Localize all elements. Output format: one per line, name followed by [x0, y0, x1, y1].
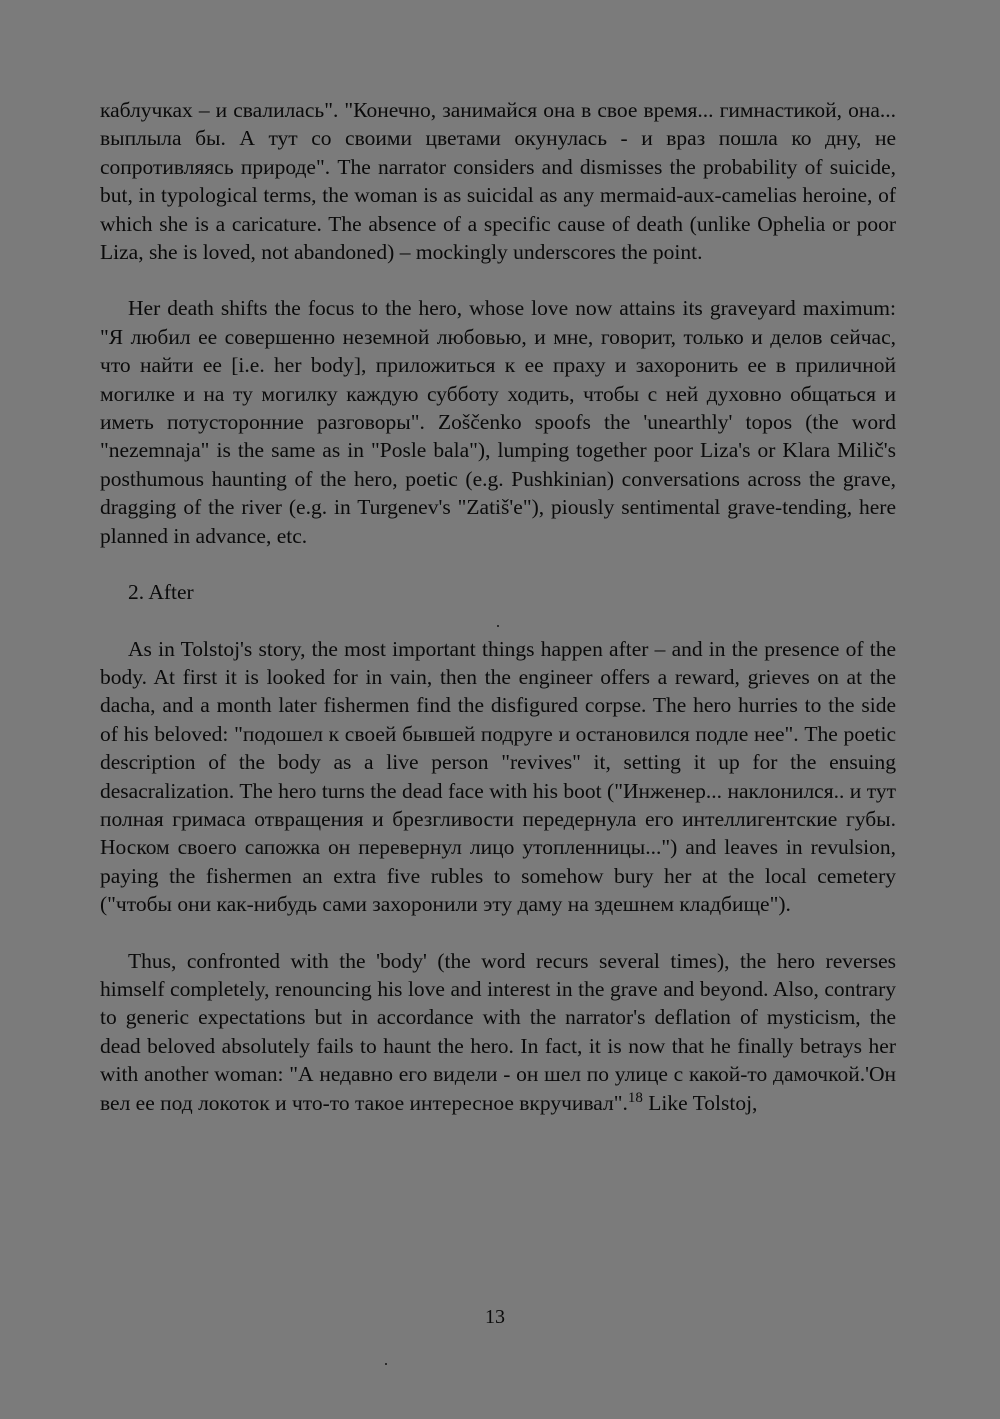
paragraph-4-tail: Like Tolstoj, — [642, 1090, 758, 1115]
scan-speck — [497, 625, 499, 627]
scan-speck — [385, 1363, 387, 1365]
paragraph-gap — [100, 919, 896, 947]
paragraph-1: каблучках – и свалилась". "Конечно, занимайся она в свое время... гимнастикой, она... выплыла бы. А тут со своими цветами окунулась - и враз пошла ко дну, не сопротивляясь природе". The narrator considers and dismisses the probability of suicide, but, in typological terms, the woman is as suicidal as any mermaid-aux-camelias heroine, of which she is a caricature. The absence of a specific cause of death (unlike Ophelia or poor Liza, she is loved, not abandoned) – mockingly underscores the point. — [100, 98, 896, 265]
paragraph-3: As in Tolstoj's story, the most important things happen after – and in the presence of the body. At first it is looked for in vain, then the engineer offers a reward, grieves on at the dacha, and a month later fishermen find the disfigured corpse. The hero hurries to the side of his beloved: "подошел к своей бывшей подруге и остановился подле нее". The poetic description of the body as a live person "revives" it, setting it up for the ensuing desacralization. The hero turns the dead face with his boot ("Инженер... наклонился.. и тут полная гримаса отвращения и брезгливости передернула его интеллигентские губы. Носком своего сапожка он перевернул лицо утопленницы...") and leaves in revulsion, paying the fishermen an extra five rubles to somehow bury her at the local cemetery ("чтобы они как-нибудь сами захоронили эту даму на здешнем кладбище"). — [100, 636, 896, 917]
paragraph-gap — [100, 550, 896, 578]
paragraph-gap — [100, 607, 896, 635]
page-number: 13 — [485, 1306, 505, 1328]
paragraph-gap — [100, 266, 896, 294]
paragraph-4 — [100, 947, 896, 1117]
section-heading: 2. After — [128, 580, 194, 605]
page-body — [100, 96, 896, 1117]
footnote-reference: 18 — [627, 1089, 643, 1106]
paragraph-2: Her death shifts the focus to the hero, whose love now attains its graveyard maximum: "Я любил ее совершенно неземной любовью, и мне, говорит, только и делов сейчас, что найти ее [i.e. her body], приложиться к ее праху и захоронить ее в приличной могилке и на ту могилку каждую субботу ходить, чтобы с ней духовно общаться и иметь потусторонние разговоры". Zoščenko spoofs the 'unearthly' topos (the word "nezemnaja" is the same as in "Posle bala"), lumping together poor Liza's or Klara Milič's posthumous haunting of the hero, poetic (e.g. Pushkinian) conversations across the grave, dragging of the river (e.g. in Turgenev's "Zatiš'e"), piously sentimental grave-tending, here planned in advance, etc. — [100, 296, 896, 548]
paragraph-4-text: Thus, confronted with the 'body' (the word recurs several times), the hero reverses himself completely, renouncing his love and interest in the grave and beyond. Also, contrary to generic expectations but in accordance with the narrator's deflation of mysticism, the dead beloved absolutely fails to haunt the hero. In fact, it is now that he finally betrays her with another woman: "А недавно его видели - он шел по улице с какой-то дамочкой.'Он вел ее под локоток и что-то такое интересное вкручивал". — [100, 948, 896, 1115]
